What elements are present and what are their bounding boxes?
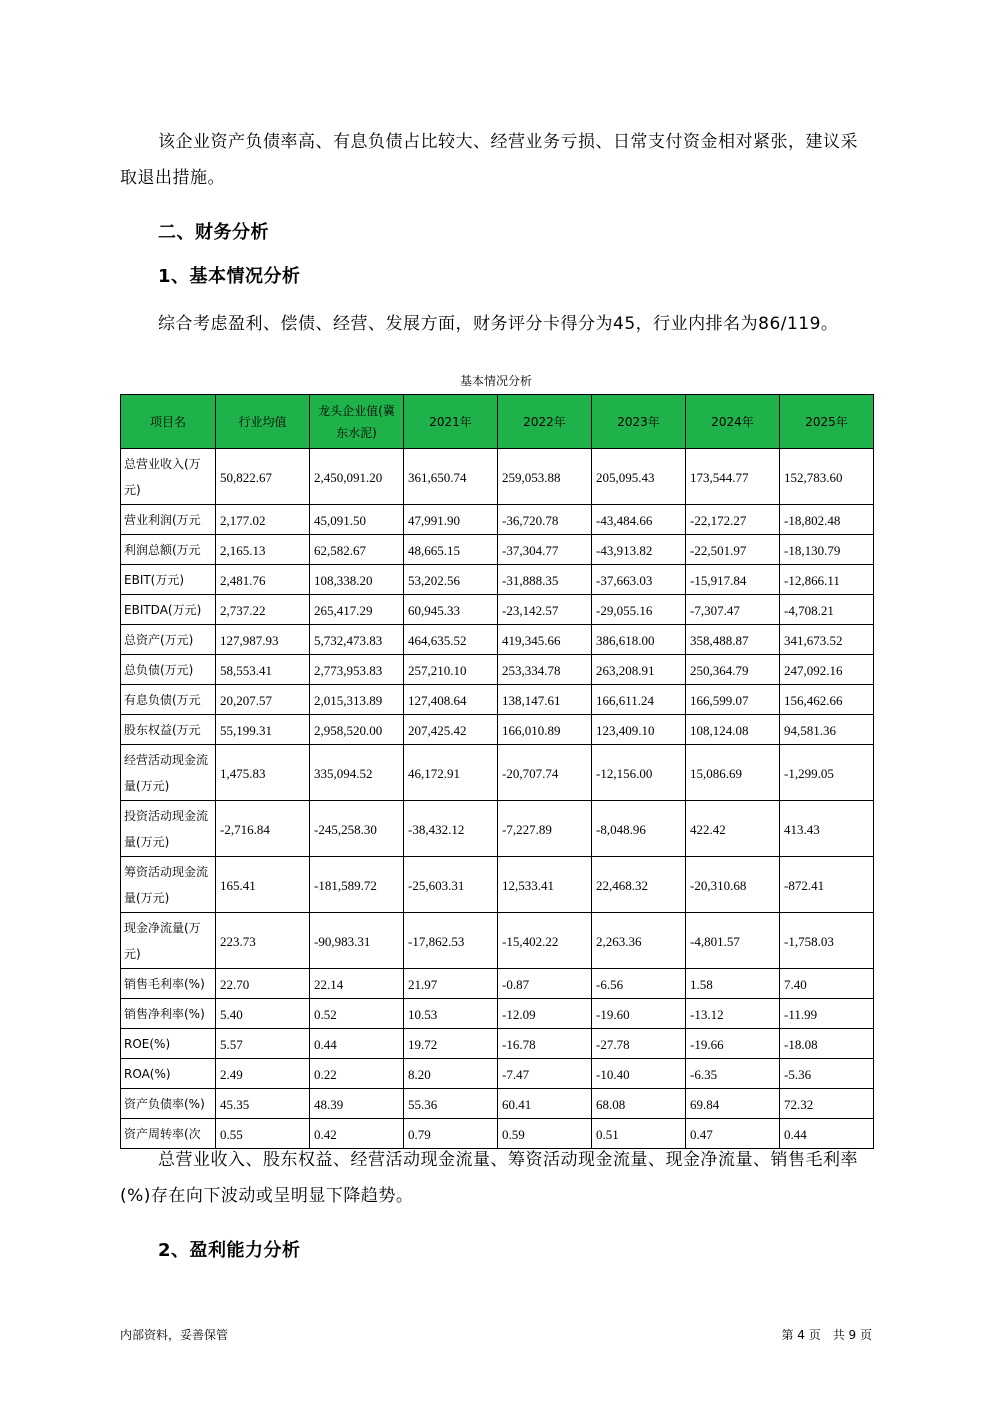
- value-cell: 2,165.13: [216, 535, 310, 565]
- value-cell: 15,086.69: [686, 745, 780, 801]
- value-cell: 2,450,091.20: [310, 449, 404, 505]
- row-label-cell: 总负债(万元): [121, 655, 216, 685]
- value-cell: -12.09: [498, 999, 592, 1029]
- value-cell: -22,501.97: [686, 535, 780, 565]
- value-cell: 55,199.31: [216, 715, 310, 745]
- value-cell: 361,650.74: [404, 449, 498, 505]
- value-cell: 58,553.41: [216, 655, 310, 685]
- value-cell: -18.08: [780, 1029, 874, 1059]
- row-label-cell: ROE(%): [121, 1029, 216, 1059]
- value-cell: -37,663.03: [592, 565, 686, 595]
- header-year-2025: 2025年: [780, 395, 874, 449]
- value-cell: -872.41: [780, 857, 874, 913]
- value-cell: -38,432.12: [404, 801, 498, 857]
- table-row: [121, 969, 874, 999]
- row-label-cell: 利润总额(万元: [121, 535, 216, 565]
- row-label-cell: 总营业收入(万元): [121, 449, 216, 505]
- value-cell: -7,227.89: [498, 801, 592, 857]
- table-row: [121, 913, 874, 969]
- value-cell: 62,582.67: [310, 535, 404, 565]
- value-cell: 156,462.66: [780, 685, 874, 715]
- value-cell: -15,402.22: [498, 913, 592, 969]
- table-row: [121, 745, 874, 801]
- value-cell: 8.20: [404, 1059, 498, 1089]
- value-cell: 207,425.42: [404, 715, 498, 745]
- header-year-2024: 2024年: [686, 395, 780, 449]
- value-cell: 166,599.07: [686, 685, 780, 715]
- value-cell: 152,783.60: [780, 449, 874, 505]
- value-cell: 53,202.56: [404, 565, 498, 595]
- value-cell: 2,015,313.89: [310, 685, 404, 715]
- value-cell: -11.99: [780, 999, 874, 1029]
- table-row: [121, 685, 874, 715]
- value-cell: -8,048.96: [592, 801, 686, 857]
- value-cell: 265,417.29: [310, 595, 404, 625]
- value-cell: 263,208.91: [592, 655, 686, 685]
- value-cell: 0.79: [404, 1119, 498, 1149]
- value-cell: 166,010.89: [498, 715, 592, 745]
- intro-paragraph: 该企业资产负债率高、有息负债占比较大、经营业务亏损、日常支付资金相对紧张，建议采取退出措施。: [120, 132, 858, 188]
- value-cell: 48,665.15: [404, 535, 498, 565]
- value-cell: 419,345.66: [498, 625, 592, 655]
- row-label-cell: 有息负债(万元: [121, 685, 216, 715]
- table-row: [121, 595, 874, 625]
- table-row: [121, 625, 874, 655]
- value-cell: -37,304.77: [498, 535, 592, 565]
- value-cell: -5.36: [780, 1059, 874, 1089]
- value-cell: 165.41: [216, 857, 310, 913]
- value-cell: 60,945.33: [404, 595, 498, 625]
- row-label-cell: 总资产(万元): [121, 625, 216, 655]
- value-cell: 257,210.10: [404, 655, 498, 685]
- value-cell: 108,338.20: [310, 565, 404, 595]
- header-year-2021: 2021年: [404, 395, 498, 449]
- value-cell: -43,913.82: [592, 535, 686, 565]
- value-cell: -0.87: [498, 969, 592, 999]
- value-cell: 10.53: [404, 999, 498, 1029]
- value-cell: -10.40: [592, 1059, 686, 1089]
- value-cell: 60.41: [498, 1089, 592, 1119]
- row-label-cell: 股东权益(万元: [121, 715, 216, 745]
- value-cell: 94,581.36: [780, 715, 874, 745]
- value-cell: 12,533.41: [498, 857, 592, 913]
- value-cell: 123,409.10: [592, 715, 686, 745]
- table-row: [121, 1029, 874, 1059]
- value-cell: 413.43: [780, 801, 874, 857]
- value-cell: 5.57: [216, 1029, 310, 1059]
- value-cell: 341,673.52: [780, 625, 874, 655]
- value-cell: -27.78: [592, 1029, 686, 1059]
- value-cell: -25,603.31: [404, 857, 498, 913]
- value-cell: -90,983.31: [310, 913, 404, 969]
- value-cell: -18,802.48: [780, 505, 874, 535]
- value-cell: 47,991.90: [404, 505, 498, 535]
- header-leader-value: 龙头企业值(冀东水泥): [310, 395, 404, 449]
- value-cell: -4,708.21: [780, 595, 874, 625]
- value-cell: 127,408.64: [404, 685, 498, 715]
- value-cell: 5.40: [216, 999, 310, 1029]
- row-label-cell: EBITDA(万元): [121, 595, 216, 625]
- value-cell: 138,147.61: [498, 685, 592, 715]
- row-label-cell: 现金净流量(万元): [121, 913, 216, 969]
- value-cell: -17,862.53: [404, 913, 498, 969]
- table-row: [121, 655, 874, 685]
- row-label-cell: 销售净利率(%): [121, 999, 216, 1029]
- value-cell: -15,917.84: [686, 565, 780, 595]
- row-label-cell: 投资活动现金流量(万元): [121, 801, 216, 857]
- value-cell: 0.44: [780, 1119, 874, 1149]
- summary-paragraph: 综合考虑盈利、偿债、经营、发展方面，财务评分卡得分为45，行业内排名为86/119。: [158, 314, 839, 334]
- value-cell: 20,207.57: [216, 685, 310, 715]
- value-cell: -19.66: [686, 1029, 780, 1059]
- row-label-cell: 资产负债率(%): [121, 1089, 216, 1119]
- header-year-2023: 2023年: [592, 395, 686, 449]
- value-cell: 68.08: [592, 1089, 686, 1119]
- value-cell: 45.35: [216, 1089, 310, 1119]
- table-header-row: [121, 395, 874, 449]
- value-cell: -245,258.30: [310, 801, 404, 857]
- table-caption: 基本情况分析: [459, 374, 532, 388]
- value-cell: 48.39: [310, 1089, 404, 1119]
- value-cell: -181,589.72: [310, 857, 404, 913]
- table-row: [121, 565, 874, 595]
- value-cell: 7.40: [780, 969, 874, 999]
- value-cell: -4,801.57: [686, 913, 780, 969]
- footer-left: 内部资料，妥善保管: [120, 1328, 229, 1342]
- row-label-cell: 资产周转率(次: [121, 1119, 216, 1149]
- table-row: [121, 999, 874, 1029]
- header-item-name: 项目名: [121, 395, 216, 449]
- value-cell: 22.14: [310, 969, 404, 999]
- value-cell: 223.73: [216, 913, 310, 969]
- value-cell: 2,958,520.00: [310, 715, 404, 745]
- value-cell: 2.49: [216, 1059, 310, 1089]
- value-cell: 247,092.16: [780, 655, 874, 685]
- next-heading: 2、盈利能力分析: [158, 1240, 301, 1261]
- row-label-cell: ROA(%): [121, 1059, 216, 1089]
- value-cell: 0.44: [310, 1029, 404, 1059]
- section-heading: 二、财务分析: [158, 222, 269, 243]
- table-row: [121, 505, 874, 535]
- row-label-cell: 销售毛利率(%): [121, 969, 216, 999]
- value-cell: -23,142.57: [498, 595, 592, 625]
- value-cell: 0.55: [216, 1119, 310, 1149]
- value-cell: -18,130.79: [780, 535, 874, 565]
- value-cell: 46,172.91: [404, 745, 498, 801]
- row-label-cell: 经营活动现金流量(万元): [121, 745, 216, 801]
- value-cell: 69.84: [686, 1089, 780, 1119]
- value-cell: 45,091.50: [310, 505, 404, 535]
- table-row: [121, 801, 874, 857]
- value-cell: 22,468.32: [592, 857, 686, 913]
- row-label-cell: 营业利润(万元: [121, 505, 216, 535]
- table-row: [121, 1059, 874, 1089]
- value-cell: -7.47: [498, 1059, 592, 1089]
- value-cell: 0.52: [310, 999, 404, 1029]
- value-cell: 0.47: [686, 1119, 780, 1149]
- value-cell: 5,732,473.83: [310, 625, 404, 655]
- value-cell: -2,716.84: [216, 801, 310, 857]
- value-cell: -20,310.68: [686, 857, 780, 913]
- value-cell: 166,611.24: [592, 685, 686, 715]
- value-cell: 72.32: [780, 1089, 874, 1119]
- value-cell: 0.42: [310, 1119, 404, 1149]
- value-cell: -6.35: [686, 1059, 780, 1089]
- value-cell: -19.60: [592, 999, 686, 1029]
- value-cell: 108,124.08: [686, 715, 780, 745]
- value-cell: 0.59: [498, 1119, 592, 1149]
- table-row: [121, 715, 874, 745]
- value-cell: 22.70: [216, 969, 310, 999]
- row-label-cell: 筹资活动现金流量(万元): [121, 857, 216, 913]
- value-cell: -12,156.00: [592, 745, 686, 801]
- value-cell: -6.56: [592, 969, 686, 999]
- value-cell: 2,773,953.83: [310, 655, 404, 685]
- value-cell: -22,172.27: [686, 505, 780, 535]
- value-cell: -7,307.47: [686, 595, 780, 625]
- header-industry-average: 行业均值: [216, 395, 310, 449]
- value-cell: -29,055.16: [592, 595, 686, 625]
- table-row: [121, 535, 874, 565]
- value-cell: -1,299.05: [780, 745, 874, 801]
- value-cell: 2,177.02: [216, 505, 310, 535]
- value-cell: 55.36: [404, 1089, 498, 1119]
- value-cell: 21.97: [404, 969, 498, 999]
- value-cell: 173,544.77: [686, 449, 780, 505]
- value-cell: -31,888.35: [498, 565, 592, 595]
- trend-paragraph: 总营业收入、股东权益、经营活动现金流量、筹资活动现金流量、现金净流量、销售毛利率(%)存在向下波动或呈明显下降趋势。: [120, 1150, 858, 1206]
- value-cell: 464,635.52: [404, 625, 498, 655]
- value-cell: 19.72: [404, 1029, 498, 1059]
- row-label-cell: EBIT(万元): [121, 565, 216, 595]
- value-cell: -16.78: [498, 1029, 592, 1059]
- table-row: [121, 449, 874, 505]
- value-cell: 259,053.88: [498, 449, 592, 505]
- table-row: [121, 1089, 874, 1119]
- value-cell: 2,263.36: [592, 913, 686, 969]
- value-cell: 358,488.87: [686, 625, 780, 655]
- financial-table: [120, 394, 874, 1149]
- value-cell: 2,737.22: [216, 595, 310, 625]
- value-cell: 2,481.76: [216, 565, 310, 595]
- value-cell: -1,758.03: [780, 913, 874, 969]
- value-cell: 127,987.93: [216, 625, 310, 655]
- value-cell: 422.42: [686, 801, 780, 857]
- value-cell: -36,720.78: [498, 505, 592, 535]
- value-cell: 0.51: [592, 1119, 686, 1149]
- header-year-2022: 2022年: [498, 395, 592, 449]
- value-cell: -12,866.11: [780, 565, 874, 595]
- value-cell: 1.58: [686, 969, 780, 999]
- table-row: [121, 857, 874, 913]
- subsection-heading: 1、基本情况分析: [158, 266, 301, 287]
- value-cell: 205,095.43: [592, 449, 686, 505]
- value-cell: 50,822.67: [216, 449, 310, 505]
- value-cell: 1,475.83: [216, 745, 310, 801]
- value-cell: -43,484.66: [592, 505, 686, 535]
- value-cell: 386,618.00: [592, 625, 686, 655]
- value-cell: 335,094.52: [310, 745, 404, 801]
- value-cell: -20,707.74: [498, 745, 592, 801]
- value-cell: 250,364.79: [686, 655, 780, 685]
- value-cell: 0.22: [310, 1059, 404, 1089]
- value-cell: -13.12: [686, 999, 780, 1029]
- value-cell: 253,334.78: [498, 655, 592, 685]
- footer-page-number: 第 4 页 共 9 页: [781, 1328, 872, 1342]
